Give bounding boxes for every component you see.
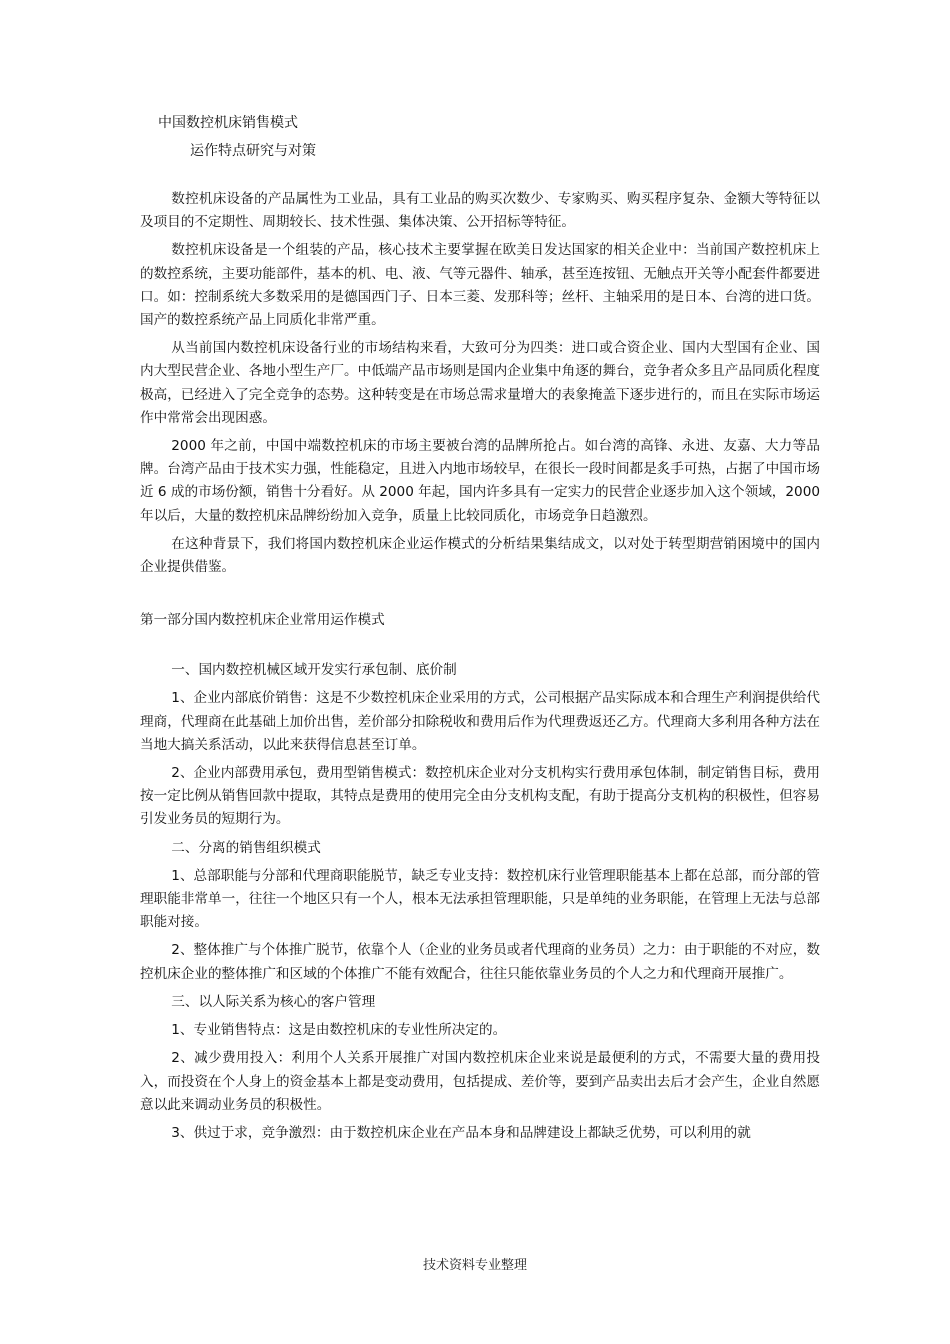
intro-section	[140, 188, 820, 579]
body-paragraph: 3、供过于求，竞争激烈：由于数控机床企业在产品本身和品牌建设上都缺乏优势，可以利用的就	[171, 1124, 751, 1141]
body-paragraph: 1、企业内部底价销售：这是不少数控机床企业采用的方式，公司根据产品实际成本和合理生产利润提供给代理商，代理商在此基础上加价出售，差价部分扣除税收和费用后作为代理费返还乙方。代理商大多利用各种方法在当地大搞关系活动，以此来获得信息甚至订单。	[140, 690, 820, 753]
intro-paragraph: 数控机床设备的产品属性为工业品，具有工业品的购买次数少、专家购买、购买程序复杂、金额大等特征以及项目的不定期性、周期较长、技术性强、集体决策、公开招标等特征。	[140, 191, 820, 231]
intro-paragraph: 从当前国内数控机床设备行业的市场结构来看，大致可分为四类：进口或合资企业、国内大型国有企业、国内大型民营企业、各地小型生产厂。中低端产品市场则是国内企业集中角逐的舞台，竞争者众多且产品同质化程度极高，已经进入了完全竞争的态势。这种转变是在市场总需求量增大的表象掩盖下逐步进行的，而且在实际市场运作中常常会出现困惑。	[140, 340, 820, 426]
body-paragraph: 1、专业销售特点：这是由数控机床的专业性所决定的。	[171, 1022, 507, 1039]
intro-paragraph: 数控机床设备是一个组装的产品，核心技术主要掌握在欧美日发达国家的相关企业中：当前国产数控机床上的数控系统，主要功能部件，基本的机、电、液、气等元器件、轴承，甚至连按钮、无触点开关等小配套件都要进口。如：控制系统大多数采用的是德国西门子、日本三菱、发那科等；丝杆、主轴采用的是日本、台湾的进口货。国产的数控系统产品上同质化非常严重。	[140, 242, 820, 329]
body-paragraph: 2、减少费用投入：利用个人关系开展推广对国内数控机床企业来说是最便利的方式，不需要大量的费用投入，而投资在个人身上的资金基本上都是变动费用，包括提成、差价等，要到产品卖出去后才会产生，企业自然愿意以此来调动业务员的积极性。	[140, 1050, 820, 1113]
section-heading: 二、分离的销售组织模式	[171, 839, 321, 856]
document-title: 中国数控机床销售模式	[158, 115, 298, 131]
body-paragraph: 1、总部职能与分部和代理商职能脱节，缺乏专业支持：数控机床行业管理职能基本上都在总部，而分部的管理职能非常单一，往往一个地区只有一个人，根本无法承担管理职能，只是单纯的业务职能，在管理上无法与总部职能对接。	[140, 867, 820, 931]
page-footer: 技术资料专业整理	[422, 1258, 527, 1273]
document-subtitle: 运作特点研究与对策	[190, 143, 316, 159]
part-heading: 第一部分国内数控机床企业常用运作模式	[140, 612, 385, 629]
intro-paragraph: 2000 年之前，中国中端数控机床的市场主要被台湾的品牌所抢占。如台湾的高锋、永进、友嘉、大力等品牌。台湾产品由于技术实力强，性能稳定，且进入内地市场较早，在很长一段时间都是炙手可热，占据了中国市场近 6 成的市场份额，销售十分看好。从 2000 年起，国内许多具有一定实力的民营企业逐步加入这个领域，2000 年以后，大量的数控机床品牌纷纷加入竞争，质量上比较同质化，市场竞争日趋激烈。	[140, 438, 820, 524]
document-content	[140, 112, 820, 1150]
body-section	[140, 659, 820, 1145]
section-heading: 三、以人际关系为核心的客户管理	[171, 993, 376, 1010]
section-heading: 一、国内数控机械区域开发实行承包制、底价制	[171, 662, 457, 679]
body-paragraph: 2、企业内部费用承包，费用型销售模式：数控机床企业对分支机构实行费用承包体制，制定销售目标，费用按一定比例从销售回款中提取，其特点是费用的使用完全由分支机构支配，有助于提高分支机构的积极性，但容易引发业务员的短期行为。	[140, 765, 820, 828]
body-paragraph: 2、整体推广与个体推广脱节，依靠个人（企业的业务员或者代理商的业务员）之力：由于职能的不对应，数控机床企业的整体推广和区域的个体推广不能有效配合，往往只能依靠业务员的个人之力和代理商开展推广。	[140, 942, 820, 982]
intro-paragraph: 在这种背景下，我们将国内数控机床企业运作模式的分析结果集结成文，以对处于转型期营销困境中的国内企业提供借鉴。	[140, 535, 820, 576]
